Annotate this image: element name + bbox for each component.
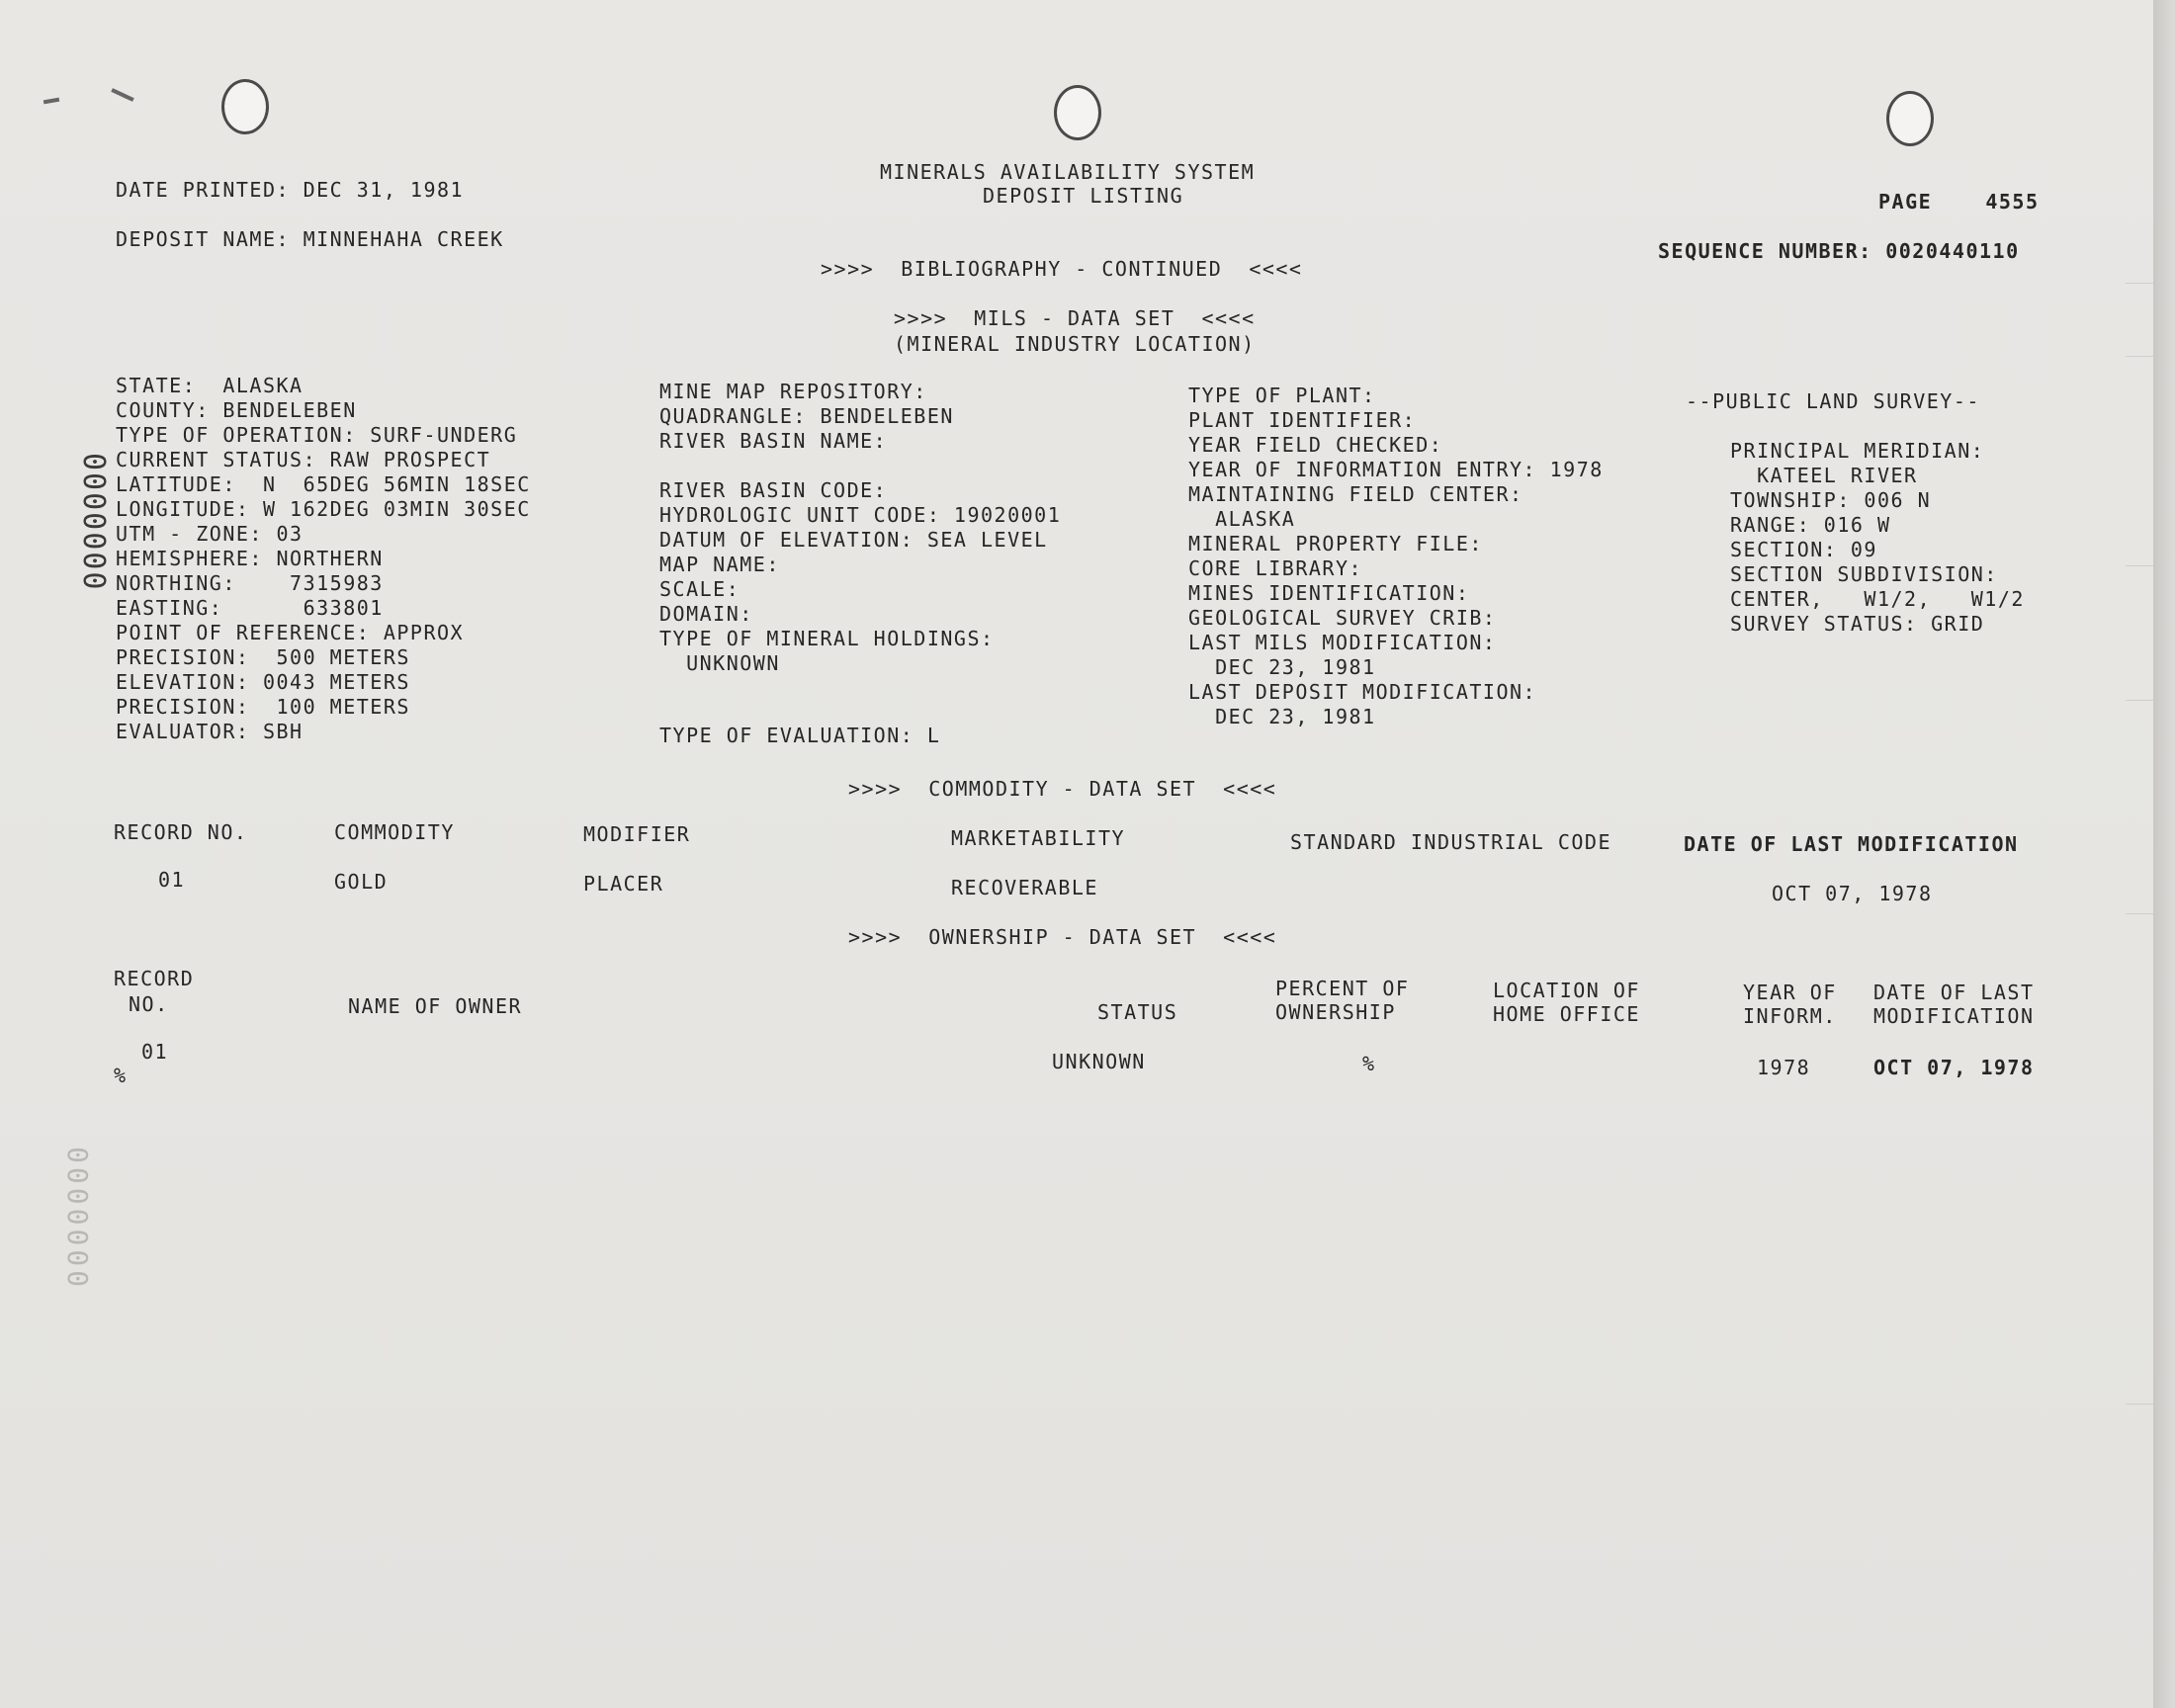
survey-status-line: SURVEY STATUS: GRID <box>1730 612 1985 636</box>
ownership-header-year-2: INFORM. <box>1743 1004 1837 1028</box>
public-land-survey-heading: --PUBLIC LAND SURVEY-- <box>1686 389 1980 413</box>
ink-smudge <box>111 88 133 102</box>
commodity-marketability-value: RECOVERABLE <box>951 876 1098 899</box>
operation-type-line: TYPE OF OPERATION: SURF-UNDERG <box>116 423 518 447</box>
longitude-line: LONGITUDE: W 162DEG 03MIN 30SEC <box>116 497 531 521</box>
ownership-header-location-2: HOME OFFICE <box>1493 1002 1640 1026</box>
core-library-line: CORE LIBRARY: <box>1188 556 1363 580</box>
ink-smudge <box>44 98 59 105</box>
mils-column-location <box>116 376 640 751</box>
ownership-percent-marker: % <box>114 1064 128 1087</box>
margin-rule <box>2126 700 2153 701</box>
principal-meridian-line: PRINCIPAL MERIDIAN: <box>1730 439 1985 463</box>
hydrologic-unit-code-line: HYDROLOGIC UNIT CODE: 19020001 <box>659 503 1062 527</box>
last-deposit-modification-line: LAST DEPOSIT MODIFICATION: <box>1188 680 1537 704</box>
datum-of-elevation-line: DATUM OF ELEVATION: SEA LEVEL <box>659 528 1048 552</box>
commodity-header-marketability: MARKETABILITY <box>951 826 1126 850</box>
mineral-property-file-line: MINERAL PROPERTY FILE: <box>1188 532 1483 555</box>
faint-margin-mark: 0000000 <box>61 1147 94 1292</box>
mine-map-repository-line: MINE MAP REPOSITORY: <box>659 380 927 403</box>
ownership-header-record-no: NO. <box>129 992 169 1016</box>
geological-survey-crib-line: GEOLOGICAL SURVEY CRIB: <box>1188 606 1497 630</box>
margin-rule <box>2126 1404 2153 1405</box>
last-mils-modification-line: LAST MILS MODIFICATION: <box>1188 631 1497 654</box>
mils-heading: >>>> MILS - DATA SET <<<< <box>894 306 1256 330</box>
listing-title: DEPOSIT LISTING <box>983 184 1184 208</box>
commodity-header-modifier: MODIFIER <box>583 822 691 846</box>
mils-column-maps <box>659 382 1174 757</box>
ownership-record-no: 01 <box>141 1040 169 1064</box>
point-of-reference-line: POINT OF REFERENCE: APPROX <box>116 621 465 644</box>
ownership-header-date-2: MODIFICATION <box>1873 1004 2035 1028</box>
commodity-modifier-value: PLACER <box>583 872 664 896</box>
year-field-checked-line: YEAR FIELD CHECKED: <box>1188 433 1443 457</box>
bibliography-heading: >>>> BIBLIOGRAPHY - CONTINUED <<<< <box>821 257 1303 281</box>
evaluator-line: EVALUATOR: SBH <box>116 720 304 743</box>
ownership-status-value: UNKNOWN <box>1052 1050 1146 1073</box>
domain-line: DOMAIN: <box>659 602 753 626</box>
section-line: SECTION: 09 <box>1730 538 1877 561</box>
field-center-line: MAINTAINING FIELD CENTER: <box>1188 482 1523 506</box>
ownership-header-status: STATUS <box>1097 1000 1178 1024</box>
mils-column-plant <box>1188 385 1683 731</box>
handwritten-margin-mark: 0000000 <box>76 453 111 592</box>
punch-hole-right <box>1886 91 1934 146</box>
principal-meridian-value: KATEEL RIVER <box>1730 464 1918 487</box>
last-mils-modification-value: DEC 23, 1981 <box>1188 655 1376 679</box>
river-basin-name-line: RIVER BASIN NAME: <box>659 429 888 453</box>
commodity-header-date: DATE OF LAST MODIFICATION <box>1684 832 2019 856</box>
current-status-line: CURRENT STATUS: RAW PROSPECT <box>116 448 491 471</box>
ownership-header-percent-2: OWNERSHIP <box>1275 1000 1396 1024</box>
system-title: MINERALS AVAILABILITY SYSTEM <box>880 160 1256 184</box>
county-line: COUNTY: BENDELEBEN <box>116 398 357 422</box>
utm-zone-line: UTM - ZONE: 03 <box>116 522 304 546</box>
commodity-heading: >>>> COMMODITY - DATA SET <<<< <box>848 777 1277 801</box>
date-printed: DATE PRINTED: DEC 31, 1981 <box>116 178 465 202</box>
ownership-header-owner-name: NAME OF OWNER <box>348 994 523 1018</box>
ownership-header-date: DATE OF LAST <box>1873 981 2035 1004</box>
hemisphere-line: HEMISPHERE: NORTHERN <box>116 547 384 570</box>
ownership-date-value: OCT 07, 1978 <box>1873 1056 2035 1079</box>
ownership-percent-value: % <box>1362 1052 1376 1075</box>
margin-rule <box>2126 283 2153 284</box>
scale-line: SCALE: <box>659 577 740 601</box>
state-line: STATE: ALASKA <box>116 374 304 397</box>
commodity-header-sic: STANDARD INDUSTRIAL CODE <box>1290 830 1611 854</box>
plant-identifier-line: PLANT IDENTIFIER: <box>1188 408 1417 432</box>
page-number: PAGE 4555 <box>1878 190 2040 214</box>
commodity-date-value: OCT 07, 1978 <box>1772 882 1933 905</box>
scanner-edge <box>2153 0 2175 1708</box>
mines-identification-line: MINES IDENTIFICATION: <box>1188 581 1470 605</box>
evaluation-type-line: TYPE OF EVALUATION: L <box>659 724 941 747</box>
margin-rule <box>2126 565 2153 566</box>
commodity-header-record: RECORD NO. <box>114 820 248 844</box>
commodity-record-no: 01 <box>158 868 186 892</box>
mineral-holdings-line: TYPE OF MINERAL HOLDINGS: <box>659 627 995 650</box>
ownership-header-year: YEAR OF <box>1743 981 1837 1004</box>
township-line: TOWNSHIP: 006 N <box>1730 488 1932 512</box>
margin-rule <box>2126 356 2153 357</box>
section-subdivision-line: SECTION SUBDIVISION: <box>1730 562 1998 586</box>
northing-line: NORTHING: 7315983 <box>116 571 384 595</box>
elevation-line: ELEVATION: 0043 METERS <box>116 670 410 694</box>
river-basin-code-line: RIVER BASIN CODE: <box>659 478 888 502</box>
plant-type-line: TYPE OF PLANT: <box>1188 384 1376 407</box>
punch-hole-left <box>221 79 269 134</box>
quadrangle-line: QUADRANGLE: BENDELEBEN <box>659 404 954 428</box>
map-name-line: MAP NAME: <box>659 553 780 576</box>
ownership-header-location: LOCATION OF <box>1493 979 1640 1002</box>
field-center-value: ALASKA <box>1188 507 1296 531</box>
section-subdivision-value: CENTER, W1/2, W1/2 <box>1730 587 2025 611</box>
range-line: RANGE: 016 W <box>1730 513 1891 537</box>
commodity-value: GOLD <box>334 870 389 894</box>
latitude-line: LATITUDE: N 65DEG 56MIN 18SEC <box>116 472 531 496</box>
elevation-precision-line: PRECISION: 100 METERS <box>116 695 410 719</box>
easting-line: EASTING: 633801 <box>116 596 384 620</box>
precision-line: PRECISION: 500 METERS <box>116 645 410 669</box>
year-info-entry-line: YEAR OF INFORMATION ENTRY: 1978 <box>1188 458 1604 481</box>
ownership-year-value: 1978 <box>1757 1056 1811 1079</box>
punch-hole-center <box>1054 85 1101 140</box>
mils-subheading: (MINERAL INDUSTRY LOCATION) <box>894 332 1256 356</box>
deposit-name: DEPOSIT NAME: MINNEHAHA CREEK <box>116 227 504 251</box>
margin-rule <box>2126 913 2153 914</box>
ownership-header-percent: PERCENT OF <box>1275 977 1410 1000</box>
mineral-holdings-value: UNKNOWN <box>659 651 780 675</box>
ownership-heading: >>>> OWNERSHIP - DATA SET <<<< <box>848 925 1277 949</box>
sequence-number: SEQUENCE NUMBER: 0020440110 <box>1658 239 2020 263</box>
commodity-header-commodity: COMMODITY <box>334 820 455 844</box>
mils-column-land-survey <box>1686 391 2081 639</box>
ownership-header-record: RECORD <box>114 967 195 990</box>
last-deposit-modification-value: DEC 23, 1981 <box>1188 705 1376 728</box>
